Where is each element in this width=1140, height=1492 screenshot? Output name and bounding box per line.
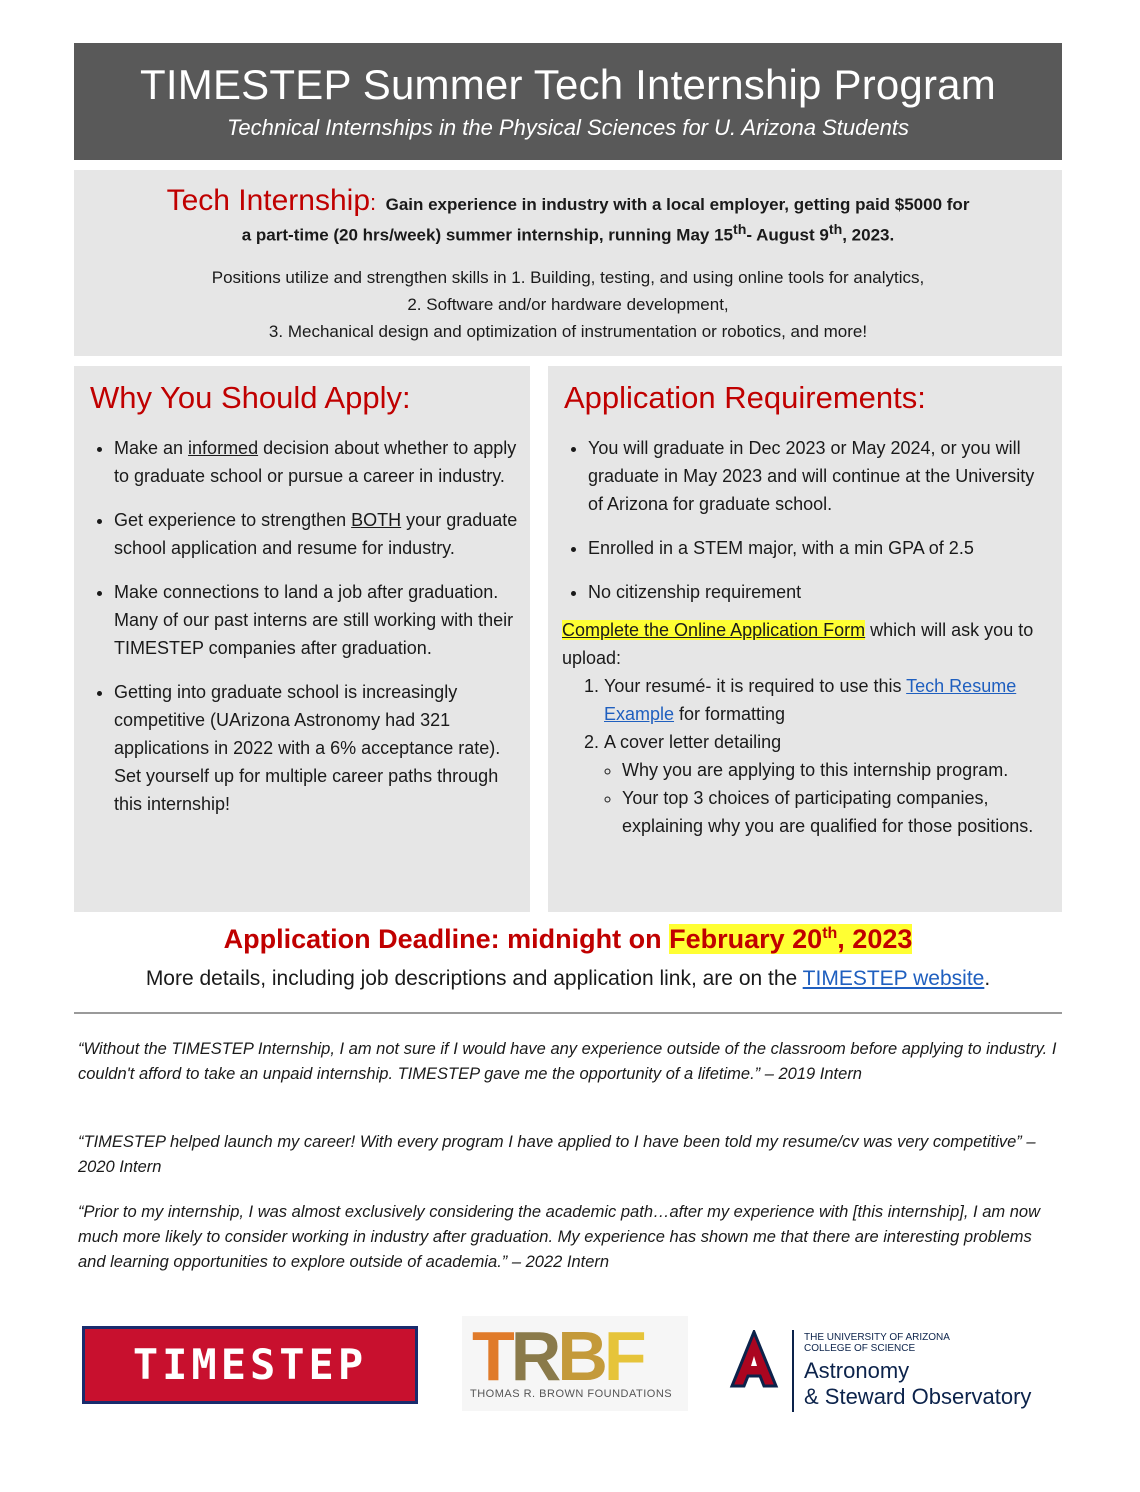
list-item: • Getting into graduate school is increasingly competitive (UArizona Astronomy had 321 applications in 2022 with a 6% acceptance rate). Set yourself up for multiple career paths through this internship! xyxy=(114,678,520,818)
requirements-heading: Application Requirements: xyxy=(564,380,926,415)
positions-text xyxy=(74,264,1062,345)
list-item xyxy=(114,434,520,490)
trbf-caption: THOMAS R. BROWN FOUNDATIONS xyxy=(470,1388,673,1400)
trbf-logo xyxy=(462,1316,688,1411)
ua-big-line2: & Steward Observatory xyxy=(804,1384,1032,1409)
divider xyxy=(74,1012,1062,1014)
list-item: ◦ Your top 3 choices of participating companies, explaining why you are qualified for those positions. xyxy=(622,784,1062,840)
step1-text: Your resumé- it is required to use this xyxy=(604,676,907,696)
details-end: . xyxy=(984,967,991,990)
timestep-website-link[interactable]: TIMESTEP website xyxy=(802,967,985,990)
sup-th-1: th xyxy=(733,222,747,238)
list-item xyxy=(604,672,1062,728)
deadline-date-b: , 2023 xyxy=(837,924,913,954)
page-title: TIMESTEP Summer Tech Internship Program xyxy=(140,61,996,108)
positions-line-1: Positions utilize and strengthen skills in 1. Building, testing, and using online tools for analytics, xyxy=(211,267,925,287)
list-item: • Enrolled in a STEM major, with a min GPA of 2.5 xyxy=(588,534,1052,562)
deadline-sup: th xyxy=(822,925,838,942)
trbf-letters xyxy=(472,1316,643,1396)
why-b1b: decision about whether to apply to graduate school or pursue a career in industry. xyxy=(114,438,517,486)
page-subtitle: Technical Internships in the Physical Sciences for U. Arizona Students xyxy=(227,115,909,140)
details-text xyxy=(74,967,1062,991)
intro-text-2b: - August 9 xyxy=(746,225,829,245)
why-b2a: Get experience to strengthen xyxy=(114,510,352,530)
tech-resume-link[interactable]: Tech Resume Example xyxy=(604,676,1017,724)
quote-2022: “Prior to my internship, I was almost exclusively considering the academic path…after my experience with [this internship], I am now much more likely to consider working in industry after graduation. My experience has shown me that there are interesting problems and learning opportunities to explore outside of academia.” – 2022 Intern xyxy=(78,1203,1040,1271)
step2-text: A cover letter detailing xyxy=(604,732,782,752)
ua-small-line2: COLLEGE OF SCIENCE xyxy=(804,1343,916,1354)
why-b1-underline: informed xyxy=(188,438,259,458)
requirements-section xyxy=(548,366,1062,912)
trbf-f: F xyxy=(603,1317,643,1395)
requirements-list xyxy=(548,434,1062,606)
trbf-r: R xyxy=(510,1317,558,1395)
application-form-link[interactable]: Complete the Online Application Form xyxy=(562,620,866,640)
deadline-prefix: Application Deadline: midnight on xyxy=(223,924,670,954)
why-apply-heading: Why You Should Apply: xyxy=(90,380,411,415)
upload-steps xyxy=(548,672,1062,840)
why-b1a: Make an xyxy=(114,438,189,458)
ua-block-a-icon xyxy=(726,1330,782,1390)
deadline-date xyxy=(669,924,912,954)
deadline-date-a: February 20 xyxy=(669,924,823,954)
timestep-logo: TIMESTEP xyxy=(82,1326,418,1404)
tech-internship-label: Tech Internship xyxy=(166,184,371,217)
application-form-text xyxy=(562,616,1050,672)
label-colon: : xyxy=(370,190,377,215)
step1-end: for formatting xyxy=(674,704,786,724)
intro-text-1: Gain experience in industry with a local employer, getting paid $5000 for xyxy=(385,195,970,214)
cover-letter-sublist xyxy=(604,756,1062,840)
ua-astronomy-logo xyxy=(726,1330,1066,1420)
why-apply-section xyxy=(74,366,530,912)
list-item: • No citizenship requirement xyxy=(588,578,1052,606)
ua-divider xyxy=(792,1330,794,1412)
intro-box xyxy=(74,170,1062,356)
list-item xyxy=(604,728,1062,840)
list-item xyxy=(114,506,520,562)
intro-text-2a: a part-time (20 hrs/week) summer internship, running May 15 xyxy=(241,225,733,245)
positions-line-3: 3. Mechanical design and optimization of instrumentation or robotics, and more! xyxy=(268,321,868,341)
why-b2-underline: BOTH xyxy=(351,510,402,530)
list-item: • You will graduate in Dec 2023 or May 2024, or you will graduate in May 2023 and will continue at the University of Arizona for graduate school. xyxy=(588,434,1052,518)
why-apply-list xyxy=(74,434,530,818)
ua-small-line1: THE UNIVERSITY OF ARIZONA xyxy=(804,1332,950,1343)
application-deadline xyxy=(74,924,1062,955)
ua-small-text xyxy=(804,1332,950,1354)
intro-text-2c: , 2023. xyxy=(842,225,895,245)
intro-line2 xyxy=(74,222,1062,246)
page-header xyxy=(74,43,1062,160)
list-item: ◦ Why you are applying to this internship program. xyxy=(622,756,1062,784)
ua-big-text xyxy=(804,1358,1031,1410)
list-item: • Make connections to land a job after graduation. Many of our past interns are still working with their TIMESTEP companies after graduation. xyxy=(114,578,520,662)
trbf-b: B xyxy=(557,1317,604,1395)
ua-big-line1: Astronomy xyxy=(804,1358,910,1383)
form-rest-text: which will ask you to upload: xyxy=(562,620,1034,668)
why-b2b: your graduate school application and resume for industry. xyxy=(114,510,518,558)
quote-2019: “Without the TIMESTEP Internship, I am not sure if I would have any experience outside of the classroom before applying to industry. I couldn't afford to take an unpaid internship. TIMESTEP gave me the opportunity of a lifetime.” – 2019 Intern xyxy=(78,1040,1057,1083)
intro-line1 xyxy=(74,184,1062,218)
details-body: More details, including job descriptions and application link, are on the xyxy=(145,967,803,990)
quote-2020: “TIMESTEP helped launch my career! With every program I have applied to I have been told my resume/cv was very competitive” – 2020 Intern xyxy=(78,1133,1036,1176)
trbf-t: T xyxy=(472,1317,511,1395)
sup-th-2: th xyxy=(828,222,843,238)
positions-line-2: 2. Software and/or hardware development, xyxy=(407,294,729,314)
